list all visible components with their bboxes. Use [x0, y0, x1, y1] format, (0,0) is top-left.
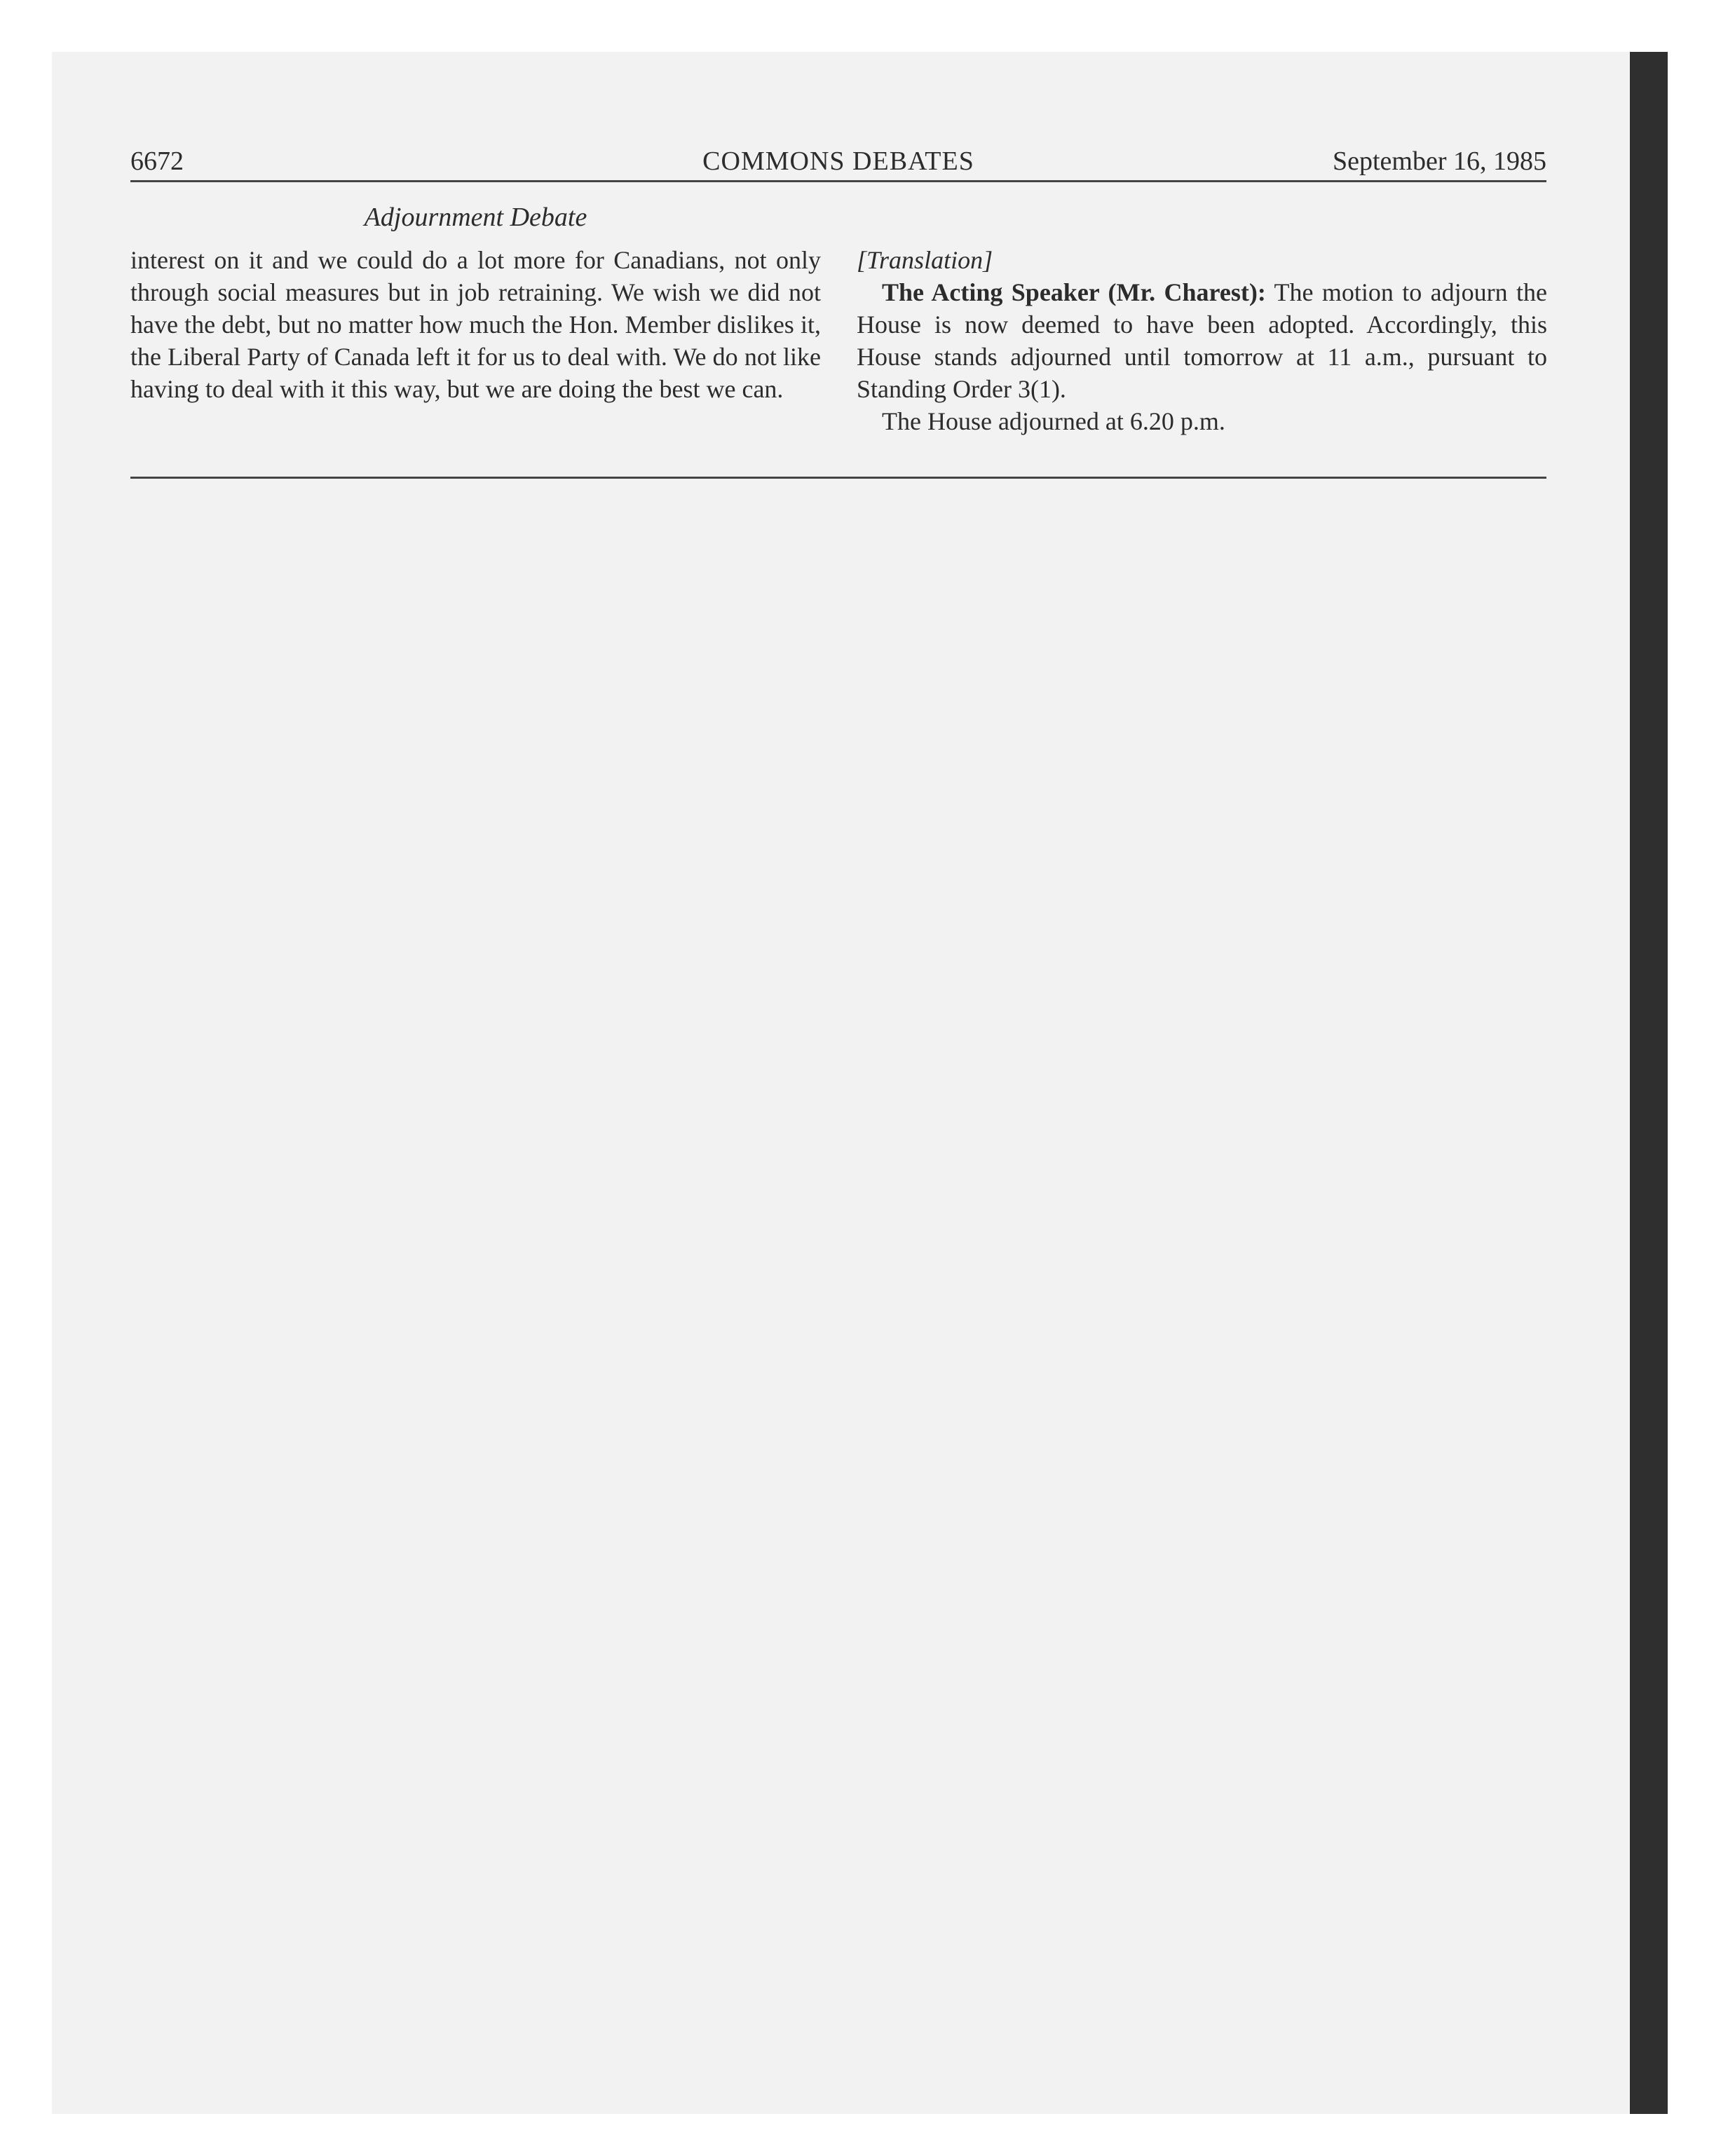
- left-column: [130, 244, 821, 405]
- speaker-name: The Acting Speaker (Mr. Charest):: [882, 278, 1266, 306]
- publication-title: COMMONS DEBATES: [702, 146, 974, 176]
- section-title: Adjournment Debate: [364, 203, 587, 232]
- page-edge-shadow: [1630, 52, 1668, 2114]
- page-header: [130, 146, 1546, 185]
- speaker-text: The motion to adjourn the House is now deemed to have been adopted. Accordingly, this House stands adjourned until tomorrow at 11 a.m., pursuant to Standing Order 3(1).: [857, 278, 1547, 403]
- speaker-paragraph: [857, 276, 1547, 405]
- translation-note: [Translation]: [857, 246, 993, 274]
- publication-date: September 16, 1985: [1332, 146, 1546, 176]
- page-number: 6672: [130, 146, 184, 176]
- left-paragraph: interest on it and we could do a lot more for Canadians, not only through social measures but in job retraining. We wish we did not have the debt, but no matter how much the Hon. Member dislikes it, the Liberal Party of Canada left it for us to deal with. We do not like having to deal with it this way, but we are doing the best we can.: [130, 246, 821, 403]
- adjournment-line: The House adjourned at 6.20 p.m.: [882, 407, 1225, 435]
- header-rule: [130, 180, 1546, 182]
- closing-rule: [130, 477, 1546, 479]
- right-column: [857, 244, 1547, 437]
